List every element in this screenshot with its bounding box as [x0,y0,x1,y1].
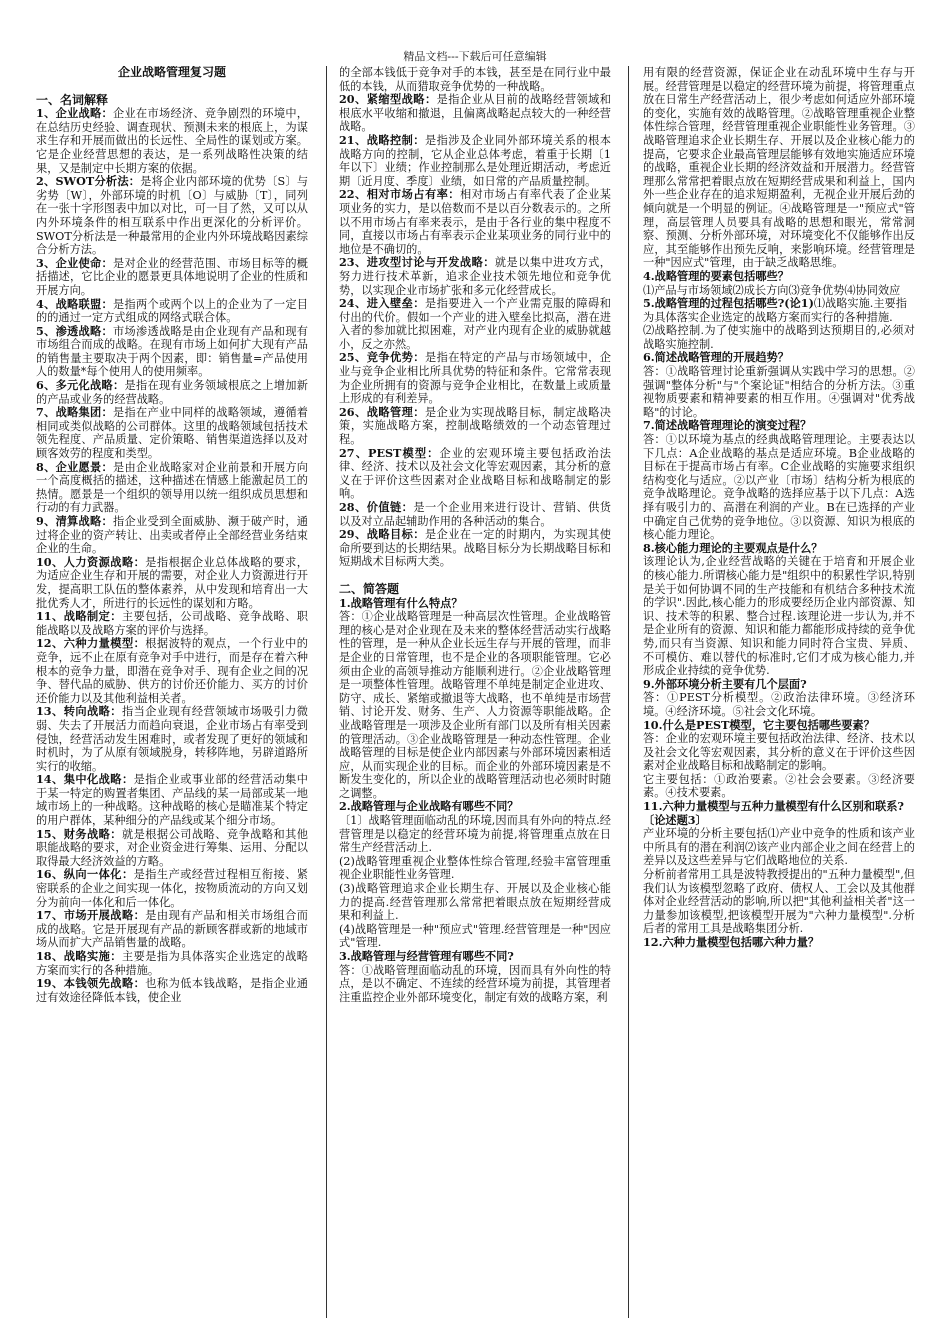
term-definition: 是指生产或经营过程相互衔接、紧密联系的企业之间实现一体化，按物质流动的方向又划分为前向一体化和后一体化。 [36,868,308,909]
term-definition: 市场渗透战略是由企业现有产品和现有市场组合而成的战略。在现有市场上如何扩大现有产品的销售量主要取决于两个因素，即：销售量=产品使用人的数量*每个使用人的使用频率。 [36,324,308,379]
term-definition: 是指在特定的产品与市场领域中，企业与竞争企业相比所具优势的特征和条件。它常常表现为企业所拥有的资源与竞争企业相比，在数量上或质量上形成的有利差异。 [339,351,611,406]
term-label: 26、战略管理： [339,404,425,419]
qa-list [643,270,915,950]
term-definition: 是指涉及企业同外部环境关系的根本战略方向的控制，它从企业总体考虑，着重于长期〔1年以下〕业绩；作业控制那么是处理近期活动，考虑近期〔近月度、季度〕业绩，如日常的产品质量控制。 [339,133,611,188]
term-definition: 是指根据企业总体战略的要求，为适应企业生存和开展的需要，对企业人力资源进行开发，提高职工队伍的整体素养，从中发现和培育出一大批优秀人才，所进行的长远性的谋划和方略。 [36,555,308,610]
definition-item [36,298,308,325]
term-label: 20、紧缩型战略： [339,92,437,107]
term-label: 1、企业战略： [36,106,114,121]
term-label: 10、人力资源战略： [36,554,146,569]
term-label: 28、价值链： [339,500,414,514]
term-definition: 指当企业现有经营领域市场吸引力微弱、失去了开展活力而趋向衰退，企业市场占有率受到侵蚀，经营活动发生困难时，或者发现了更好的领域和时机时，为了从原有领域脱身，转移阵地，另辟道路所实行的收缩。 [36,705,308,773]
answer-paragraph: 答：①企业战略管理是一种高层次性管理。企业战略管理的核心是对企业现在及未来的整体经营活动实行战略性的管理，是一种从企业长远生存与开展的管理，而非是企业的日常管理，也不是企业的各项职能管理。它必须由企业的高领导推动方能顺利进行。②企业战略管理是一项整体性管理。战略管理不单纯是制定企业进攻、防守、成长、紧缩或撤退等大战略，也不单纯是市场营销、讨论开发、财务、生产、人力资源等职能战略。企业战略管理是一项涉及企业所有部门以及所有相关因素的管理活动。③企业战略管理是一种动态性管理。企业战略管理的目标是使企业内部因素与外部环境因素相适应，从而实现企业的目标。而企业的外部环境因素是不断发生变化的，所以企业的战略管理活动也必须时时随之调整。 [339,610,611,800]
term-list [339,93,611,569]
page-header: 精品文档---下载后可任意编辑 [403,50,547,63]
term-label: 3、企业使命： [36,255,114,270]
term-definition: 是企业在一定的时期内，为实现其使命所要到达的长期结果。战略目标分为长期战略目标和短期战术目标两大类。 [339,528,611,569]
column-1 [36,66,308,1316]
term-label: 7、战略集团： [36,405,114,420]
term-label: 23、进攻型讨论与开发战略： [339,255,495,270]
answer-paragraph: 答：企业的宏观环境主要包括政治法律、经济、技术以及社会文化等宏观因素，其分析的意义在于评价这些因素对企业战略目标和战略制定的影响。 [643,732,915,773]
definition-item [339,188,611,256]
definition-item [36,705,308,773]
definition-item [36,325,308,379]
term-label: 9、清算战略： [36,514,114,528]
question-text: 11.六种力量模型与五种力量模型有什么区别和联系?〔论述题3〕 [643,799,904,827]
definition-item [36,406,308,460]
qa-list [339,597,611,1005]
question-text: 6.简述战略管理的开展趋势？ [643,350,789,365]
term-label: 6、多元化战略： [36,378,125,393]
question-heading [643,351,915,365]
term-label: 27、PEST模型： [339,445,440,460]
definition-item [36,610,308,637]
term-definition: 是企业为实现战略目标，制定战略决策，实施战略方案，控制战略绩效的一个动态管理过程。 [339,405,611,447]
definition-item [339,256,611,297]
term-label: 19、本钱领先战略： [36,976,146,991]
term-definition: 是一个企业用来进行设计、营销、供货以及对立品起辅助作用的各种活动的集合。 [339,501,611,528]
question-heading [643,678,915,692]
definition-item [36,515,308,556]
column-divider [628,66,629,1318]
definition-item [36,773,308,827]
term-definition: 也称为低本钱战略，是指企业通过有效途径降低本钱，使企业 [36,977,308,1004]
question-text: 4.战略管理的要素包括哪些？ [643,268,789,283]
term-definition: 企业的宏观环境主要包括政治法律、经济、技术以及社会文化等宏观因素，其分析的意义在于评价这些因素对企业战略目标和战略制定的影响。 [339,446,611,501]
term-definition: 就是以集中进攻方式，努力进行技术革新，追求企业技术领先地位和竞争优势，以实现企业市场扩张和多元化经营成长。 [339,256,611,297]
term-definition: 相对市场占有率代表了企业某项业务的实力，是以倍数而不是以百分数表示的。之所以不用市场占有率来表示，是由于各行业的集中程度不同，直接以市场占有率表示企业某项业务的同行业中的地位是不确切的。 [339,188,611,256]
document-title: 企业战略管理复习题 [117,66,226,79]
question-heading [339,597,611,611]
question-text: 1.战略管理有什么特点？ [339,595,463,610]
term-definition: 主要是指为具体落实企业选定的战略方案而实行的各种措施。 [36,950,308,977]
answer-paragraph: 分析前者常用工具是波特教授提出的"五种力量模型",但我们认为该模型忽略了政府、债权人、工会以及其他群体对企业经营活动的影响,所以把"其他利益相关者"这一力量参加该模型,把该模型开展为"六种力量模型".分析后者的常用工具是战略集团分析. [643,868,915,936]
question-text: 2.战略管理与企业战略有哪些不同？ [339,799,519,814]
question-text: 8.核心能力理论的主要观点是什么？ [643,540,823,555]
term-label: 11、战略制定： [36,609,122,624]
question-heading [643,297,915,324]
term-label: 16、纵向一体化： [36,867,134,882]
definition-item [339,351,611,405]
definition-item [36,175,308,257]
term-definition: 是指在产业中同样的战略领域，遵循着相同或类似战略的公司群体。这里的战略领域包括技术领先程度、产品质量、定价策略、销售渠道选择以及对顾客效劳的程度和类型。 [36,406,308,461]
question-heading [643,419,915,433]
answer-paragraph: 该理论认为,企业经营战略的关键在于培育和开展企业的核心能力.所谓核心能力是"组织中的积累性学识,特别是关于如何协调不同的生产技能和有机结合多种技术流的学识".因此,核心能力的形成要经历企业内部资源、知识、技术等的积累、整合过程.该理论进一步认为,并不是企业所有的资源、知识和能力都能形成持续的竞争优势,而只有当资源、知识和能力同时符合宝贵、异质、不可模仿、难以替代的标准时,它们才成为核心能力,并形成企业持续的竞争优势. [643,555,915,678]
term-definition: 指企业受到全面威胁、濒于破产时，通过将企业的资产转让、出卖或者停止全部经营业务结束企业的生命。 [36,515,308,556]
answer-paragraph: (3)战略管理追求企业长期生存、开展以及企业核心能力的提高.经营管理那么常常把着眼点放在短期经营成果和利益上. [339,882,611,923]
column-3 [643,66,915,1316]
term-label: 25、竞争优势： [339,350,425,365]
answer-paragraph: 〔1〕战略管理面临动乱的环境,因而具有外向的特点.经营管理是以稳定的经营环境为前提,将管理重点放在日常生产经营活动上. [339,814,611,855]
definition-item [36,461,308,515]
answer-paragraph: 它主要包括：①政治要素。②社会会要素。③经济要素。④技术要素。 [643,772,915,800]
definition-item [36,637,308,705]
definition-item [36,828,308,869]
term-definition: 是指企业或事业部的经营活动集中于某一特定的购置者集团、产品线的某一局部或某一地域市场上的一种战略。这种战略的核心是瞄准某个特定的用户群体，某种细分的产品线或某个细分市场。 [36,773,308,828]
term-label: 18、战略实施： [36,949,122,963]
term-label: 4、战略联盟： [36,296,114,311]
section-heading: 二、简答题 [339,581,400,596]
answer-paragraph: (4)战略管理是一种"预应式"管理.经营管理是一种"因应式"管理. [339,922,611,950]
definition-item [36,977,308,1004]
term-label: 24、进入壁垒： [339,296,425,311]
answer-paragraph: ⑵战略控制.为了使实施中的战略到达预期目的,必须对战略实施控制. [643,324,915,351]
answer-text: ⑴战略实施.主要指为具体落实企业选定的战略方案而实行的各种措施. [643,297,907,324]
definition-item [36,556,308,610]
question-heading [643,270,915,284]
term-label: 5、渗透战略： [36,323,114,338]
definition-item [36,909,308,950]
answer-paragraph: 答：①战略管理讨论重新强调从实践中学习的思想。②强调"整体分析"与"个案论证"相结合的分析方法。③重视物质要素和精神要素的相互作用。④强调对"优秀战略"的讨论。 [643,365,915,419]
term-definition: 根据波特的观点，一个行业中的竞争，远不止在原有竞争对手中进行，而是存在着六种根本的竞争力量，即潜在竞争对手、现有企业之间的况争、替代品的威胁、供方的讨价还价能力、买方的讨价还价能力以及其他利益相关者。 [36,637,308,705]
definition-item [339,501,611,528]
definition-item [339,134,611,188]
term-definition: 是将企业内部环境的优势〔S〕与劣势〔W〕，外部环境的时机〔O〕与威胁〔T〕，同列在一张十字形图表中加以对比，可一目了然，又可以从内外环境条件的相互联系中作出更深化的分析评价。SWOT分析法是一种最常用的企业内外环境战略因素综合分析方法。 [36,175,308,257]
question-heading [339,950,611,964]
term-definition: 是指企业从目前的战略经营领域和根底水平收缩和撤退，且偏离战略起点较大的一种经营战略。 [339,93,611,134]
question-heading [339,800,611,814]
answer-paragraph: 答：①以环境为基点的经典战略管理理论。主要表达以下几点：A企业战略的基点是适应环境。B企业战略的目标在于提高市场占有率。C企业战略的实施要求组织结构变化与适应。②以产业〔市场〕结构分析为根底的竞争战略理论。竞争战略的选择应基于以下几点：A选择有吸引力的、高潜在利润的产业。B在已选择的产业中确定自己优势的竞争地位。③以资源、知识为根底的核心能力理论。 [643,433,915,542]
term-label: 29、战略目标： [339,527,425,542]
term-label: 15、财务战略： [36,826,122,841]
term-label: 12、六种力量模型： [36,636,146,651]
definition-item [36,257,308,298]
definition-item [339,297,611,351]
term-definition: 是由企业战略家对企业前景和开展方向一个高度概括的描述，这种描述在情感上能激起员工的热情。愿景是一个组织的领导用以统一组织成员思想和行动的有力武器。 [36,460,308,515]
term-label: 21、战略控制： [339,132,425,147]
term-definition: 是由现有产品和相关市场组合而成的战略。它是开展现有产品的新顾客群或新的地域市场从而扩大产品销售量的战略。 [36,909,308,950]
term-definition: 是对企业的经营范围、市场目标等的概括描述，它比企业的愿景更具体地说明了企业的性质和开展方向。 [36,256,308,297]
term-label: 22、相对市场占有率： [339,187,460,202]
definition-item [36,107,308,175]
definition-item [36,868,308,909]
section-heading: 一、名词解释 [36,92,109,107]
question-text: 10.什么是PEST模型，它主要包括哪些要素？ [643,717,875,732]
continued-paragraph: 用有限的经营资源，保证企业在动乱环境中生存与开展。经营管理是以稳定的经营环境为前提，将管理重点放在日常生产经营活动上，很少考虑如何适应外部环境的变化，实施有效的战略管理。②战略管理重视企业整体性综合管理，经营管理重视企业职能性业务管理。③战略管理追求企业长期生存、开展以及企业核心能力的提高，它要求企业最高管理层能够有效地实施适应环境的战略，重视企业长期的经济效益和开展潜力。经营管理那么常常把着眼点放在短期经营成果和利益上，国内外一些企业存在的追求短期盈利，无视企业开展后劲的倾向就是一个明显的例证。④战略管理是一"预应式"管理，高层管理人员要具有战略的思想和眼光，常常洞察、预测、分析外部环境，对环境变化不仅能够作出反应，其至能够作出预先反响，来影响环境。经营管理是一种"因应式"管理，由于缺乏战略思维。 [643,66,915,270]
definition-item [339,93,611,134]
question-heading [643,542,915,556]
question-heading [643,800,915,827]
term-definition: 企业在市场经济、竞争剧烈的环境中，在总结历史经验、调查现状、预测未来的根底上，为谋求生存和开展而做出的长远性、全局性的谋划或方案。它是企业经营思想的表达，是一系列战略性决策的结果，又是制定中长期方案的依据。 [36,107,308,175]
answer-paragraph: 答：①战略管理面临动乱的环境，因而具有外向性的特点，是以不确定、不连续的经营环境为前提，其管理者注重监控企业外部环境变化，制定有效的战略方案，利 [339,963,611,1004]
term-label: 2、SWOT分析法： [36,174,141,189]
answer-paragraph: (2)战略管理重视企业整体性综合管理,经验丰富管理重视企业职能性业务管理. [339,854,611,882]
column-2 [339,66,611,1316]
term-definition: 主要包括，公司战略、竞争战略、职能战略以及战略方案的评价与选择。 [36,610,308,637]
term-label: 14、集中化战略： [36,772,134,787]
column-divider [326,66,327,1318]
term-label: 17、市场开展战略： [36,908,146,923]
term-definition: 就是根据公司战略、竞争战略和其他职能战略的要求，对企业资金进行筹集、运用、分配以取得最大经济效益的方略。 [36,827,308,868]
question-text: 12.六种力量模型包括哪六种力量？ [643,935,820,949]
question-text: 5.战略管理的过程包括哪些?(论1) [643,296,814,311]
term-label: 13、转向战略： [36,704,122,719]
definition-item [36,379,308,406]
term-list [36,107,308,1004]
term-definition: 是指两个或两个以上的企业为了一定目的的通过一定方式组成的网络式联合体。 [36,297,308,325]
term-label: 8、企业愿景： [36,459,114,474]
answer-paragraph: 产业环境的分析主要包括⑴产业中竞争的性质和该产业中所具有的潜在利润⑵该产业内部企业之间在经营上的差异以及这些差异与它们战略地位的关系. [643,827,915,868]
term-definition: 是指在现有业务领域根底之上增加新的产品或业务的经营战略。 [36,379,308,406]
question-heading [643,936,915,950]
definition-item [36,950,308,977]
question-heading [643,719,915,733]
definition-item [339,447,611,501]
definition-item [339,528,611,569]
definition-item [339,406,611,447]
question-text: 7.简述战略管理理论的演变过程？ [643,418,812,433]
answer-paragraph: 答：①PEST分析模型。②政治法律环境。③经济环境。④经济环境。⑤社会文化环境。 [643,691,915,718]
term-definition: 是指要进入一个产业需克服的障碍和付出的代价。假如一个产业的进入壁垒比拟高，潜在进入者的参加就比拟困难，对产业内现有企业的威胁就越小，反之亦然。 [339,297,611,351]
question-text: 9.外部环境分析主要有几个层面? [643,676,807,691]
question-text: 3.战略管理与经营管理有哪些不同? [339,949,514,963]
answer-paragraph: ⑴产品与市场领域⑵成长方向⑶竞争优势⑷协同效应 [643,283,901,297]
continued-paragraph: 的全部本钱低于竞争对手的本钱，甚至是在同行业中最低的本钱，从而猎取竞争优势的一种战略。 [339,66,611,93]
